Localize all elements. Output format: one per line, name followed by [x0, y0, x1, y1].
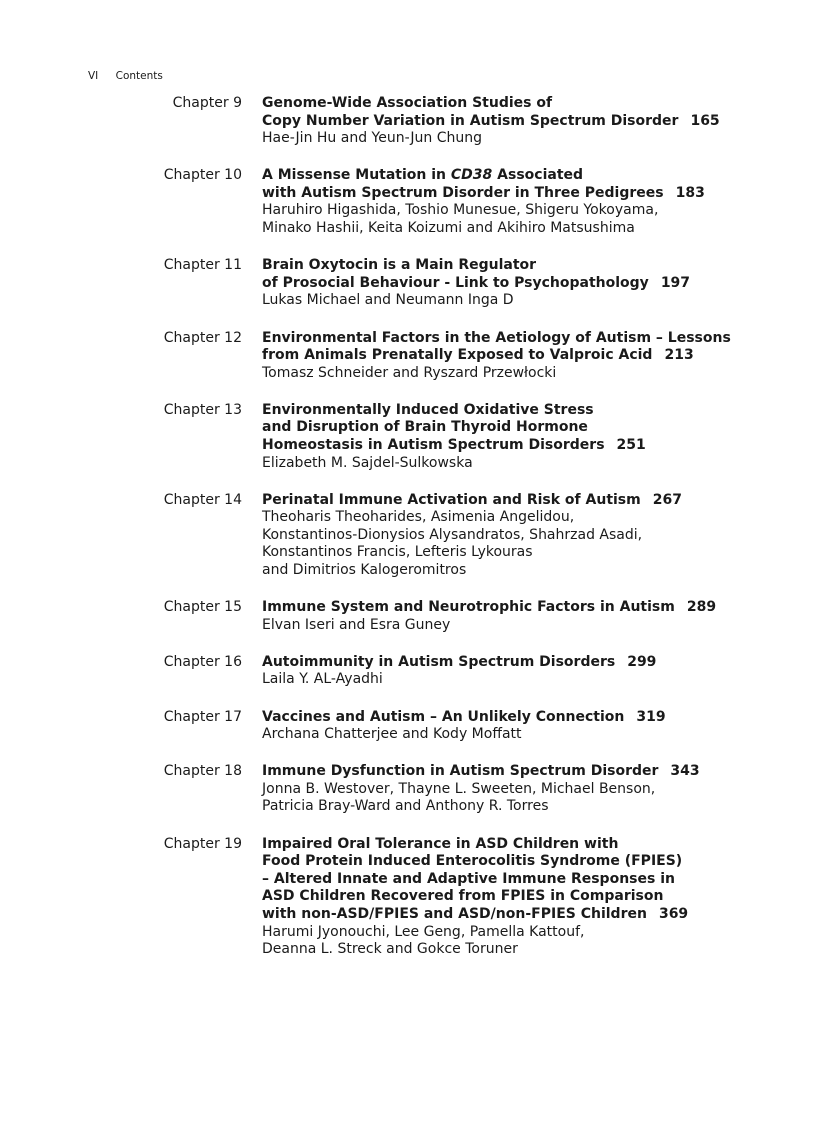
chapter-entry-body: [262, 402, 762, 472]
chapter-title-text: Food Protein Induced Enterocolitis Syndrome (FPIES): [262, 853, 683, 870]
chapter-entry-body: [262, 330, 762, 383]
chapter-title-text: Vaccines and Autism – An Unlikely Connection: [262, 708, 625, 725]
chapter-authors-line: Theoharis Theoharides, Asimenia Angelidou,: [262, 509, 575, 526]
chapter-title-line: [262, 275, 762, 293]
page-number: 289: [686, 599, 717, 616]
chapter-authors-line: Minako Hashii, Keita Koizumi and Akihiro Matsushima: [262, 220, 635, 237]
chapter-title-line: [262, 402, 762, 420]
chapter-title-line: [262, 113, 762, 131]
chapter-title-text: A Missense Mutation in CD38 Associated: [262, 167, 584, 184]
chapter-authors-line: Lukas Michael and Neumann Inga D: [262, 292, 514, 309]
chapter-number: Chapter 18: [163, 763, 242, 780]
chapter-authors-line: Konstantinos-Dionysios Alysandratos, Shahrzad Asadi,: [262, 526, 643, 543]
chapter-title-text: – Altered Innate and Adaptive Immune Responses in: [262, 870, 675, 887]
chapter-authors-line: Patricia Bray-Ward and Anthony R. Torres: [262, 798, 549, 815]
chapter-authors-line: Hae-Jin Hu and Yeun-Jun Chung: [262, 130, 483, 147]
page-number: 213: [664, 347, 694, 364]
running-header: [88, 69, 163, 83]
chapter-entry-body: [262, 257, 762, 310]
chapter-authors-line: Deanna L. Streck and Gokce Toruner: [262, 941, 518, 958]
chapter-number: Chapter 11: [163, 257, 242, 274]
chapter-authors-line: Archana Chatterjee and Kody Moffatt: [262, 726, 522, 743]
chapter-entry-body: [262, 599, 762, 634]
chapter-title-line: [262, 95, 762, 113]
chapter-title-line: [262, 888, 762, 906]
chapter-number: Chapter 9: [172, 95, 242, 111]
chapter-authors-line: Tomasz Schneider and Ryszard Przewłocki: [262, 364, 557, 381]
chapter-entry-body: [262, 836, 762, 959]
chapter-title-line: [262, 347, 762, 365]
chapter-title-line: [262, 419, 762, 437]
chapter-number: Chapter 15: [163, 599, 242, 616]
chapter-title-text: Brain Oxytocin is a Main Regulator: [262, 257, 537, 274]
chapter-title-line: [262, 437, 762, 455]
chapter-title-text: Immune Dysfunction in Autism Spectrum Disorder: [262, 763, 659, 780]
gene-name: CD38: [450, 167, 493, 184]
chapter-number: Chapter 13: [163, 401, 242, 418]
chapter-title-text: with Autism Spectrum Disorder in Three Pedigrees: [262, 184, 664, 201]
chapter-title-text: with non-ASD/FPIES and ASD/non-FPIES Children: [262, 905, 647, 922]
chapter-title-line: [262, 906, 762, 924]
page-folio: VI: [88, 70, 99, 82]
page-number: 165: [690, 112, 720, 129]
chapter-entry-body: [262, 709, 762, 744]
chapter-title-text: ASD Children Recovered from FPIES in Comparison: [262, 888, 664, 905]
chapter-title-text: Impaired Oral Tolerance in ASD Children with: [262, 835, 619, 852]
chapter-authors-line: and Dimitrios Kalogeromitros: [262, 562, 467, 579]
chapter-title-line: [262, 330, 762, 348]
chapter-entry-body: [262, 95, 762, 148]
chapter-title-line: [262, 836, 762, 854]
chapter-authors-line: Elvan Iseri and Esra Guney: [262, 616, 451, 633]
chapter-number: Chapter 19: [163, 835, 242, 852]
chapter-title-text: Environmentally Induced Oxidative Stress: [262, 401, 594, 418]
chapter-title-text: Immune System and Neurotrophic Factors in Autism: [262, 599, 675, 616]
chapter-title-line: [262, 492, 762, 510]
chapter-title-line: [262, 763, 762, 781]
chapter-title-line: [262, 257, 762, 275]
chapter-authors-line: Konstantinos Francis, Lefteris Lykouras: [262, 544, 533, 561]
chapter-number: Chapter 10: [163, 167, 242, 184]
chapter-number: Chapter 12: [163, 329, 242, 346]
chapter-title-text: Homeostasis in Autism Spectrum Disorders: [262, 436, 605, 453]
page-number: 299: [627, 653, 657, 670]
page-number: 251: [616, 436, 646, 453]
chapter-entry-body: [262, 167, 762, 237]
chapter-title-text: Genome-Wide Association Studies of: [262, 95, 553, 111]
chapter-title-text: and Disruption of Brain Thyroid Hormone: [262, 419, 588, 436]
chapter-authors-line: Laila Y. AL-Ayadhi: [262, 671, 383, 688]
chapter-entry-body: [262, 763, 762, 816]
chapter-title-line: [262, 185, 762, 203]
chapter-title-line: [262, 871, 762, 889]
chapter-title-text: of Prosocial Behaviour - Link to Psychopathology: [262, 274, 649, 291]
chapter-title-text: Environmental Factors in the Aetiology of Autism – Lessons: [262, 329, 731, 346]
chapter-authors-line: Haruhiro Higashida, Toshio Munesue, Shigeru Yokoyama,: [262, 202, 659, 219]
chapter-title-text: Perinatal Immune Activation and Risk of Autism: [262, 491, 641, 508]
chapter-title-text: Copy Number Variation in Autism Spectrum Disorder: [262, 112, 679, 129]
page-number: 183: [675, 184, 705, 201]
running-title: Contents: [115, 70, 163, 82]
chapter-authors-line: Elizabeth M. Sajdel-Sulkowska: [262, 454, 473, 471]
page-number: 343: [670, 763, 700, 780]
chapter-title-line: [262, 709, 762, 727]
chapter-entry-body: [262, 492, 762, 580]
chapter-title-text: Autoimmunity in Autism Spectrum Disorders: [262, 653, 616, 670]
page-number: 319: [636, 708, 666, 725]
chapter-entry-body: [262, 654, 762, 689]
page-number: 369: [658, 905, 689, 922]
chapter-title-line: [262, 853, 762, 871]
page-number: 197: [660, 274, 691, 291]
chapter-authors-line: Harumi Jyonouchi, Lee Geng, Pamella Kattouf,: [262, 923, 585, 940]
chapter-title-line: [262, 654, 762, 672]
chapter-number: Chapter 16: [163, 653, 242, 670]
chapter-number: Chapter 17: [163, 708, 242, 725]
chapter-title-line: [262, 167, 762, 185]
chapter-authors-line: Jonna B. Westover, Thayne L. Sweeten, Michael Benson,: [262, 780, 656, 797]
page-number: 267: [652, 491, 682, 508]
chapter-title-line: [262, 599, 762, 617]
chapter-number: Chapter 14: [163, 491, 242, 508]
chapter-title-text: from Animals Prenatally Exposed to Valproic Acid: [262, 347, 653, 364]
